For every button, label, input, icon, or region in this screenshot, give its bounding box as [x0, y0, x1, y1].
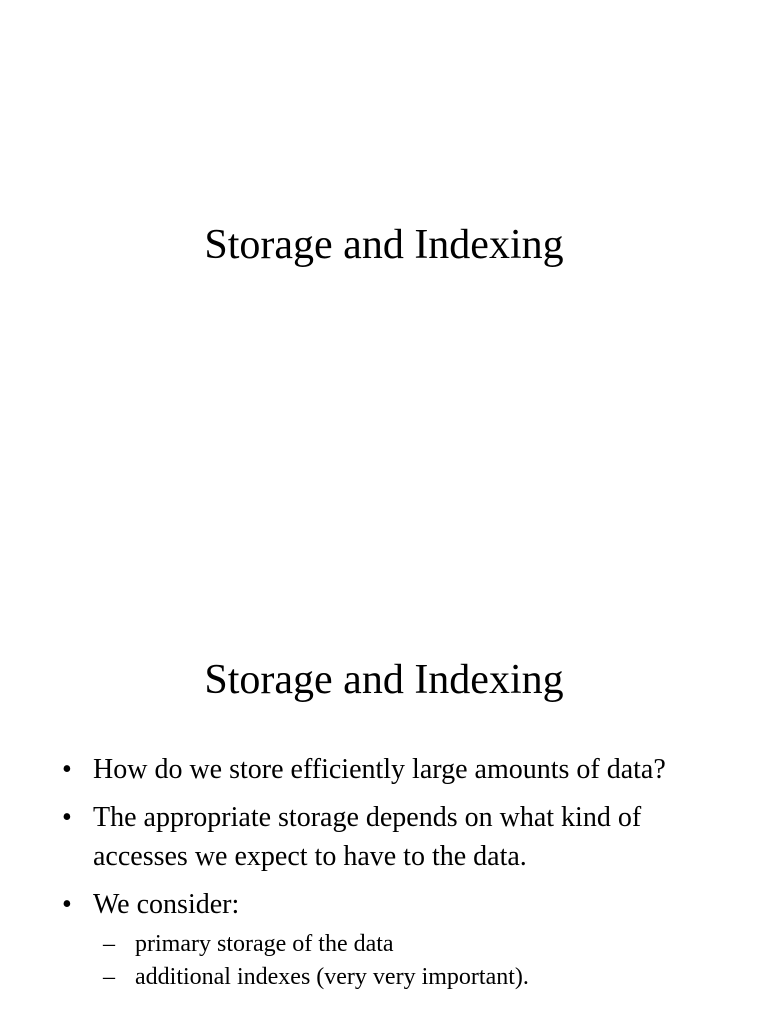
- slide-2: [0, 576, 768, 1024]
- bullet-text: We consider:: [93, 889, 240, 920]
- dash-icon: –: [103, 931, 115, 957]
- bullet-text: How do we store efficiently large amounts of data?: [93, 754, 666, 785]
- bullet-item: [62, 885, 722, 994]
- subbullet-item: [103, 961, 722, 994]
- bullet-item: [62, 750, 722, 789]
- bullet-icon: •: [62, 889, 72, 920]
- subbullet-text: additional indexes (very very important).: [135, 964, 529, 990]
- bullet-icon: •: [62, 802, 72, 833]
- bullet-text: The appropriate storage depends on what kind of accesses we expect to have to the data.: [93, 802, 642, 872]
- bullet-icon: •: [62, 754, 72, 785]
- subbullet-text: primary storage of the data: [135, 931, 394, 957]
- slide-title: Storage and Indexing: [204, 657, 564, 703]
- subbullet-list: [93, 928, 722, 994]
- slide-title: Storage and Indexing: [204, 222, 564, 268]
- bullet-list: [62, 750, 722, 1003]
- bullet-item: [62, 798, 722, 876]
- dash-icon: –: [103, 964, 115, 990]
- subbullet-item: [103, 928, 722, 961]
